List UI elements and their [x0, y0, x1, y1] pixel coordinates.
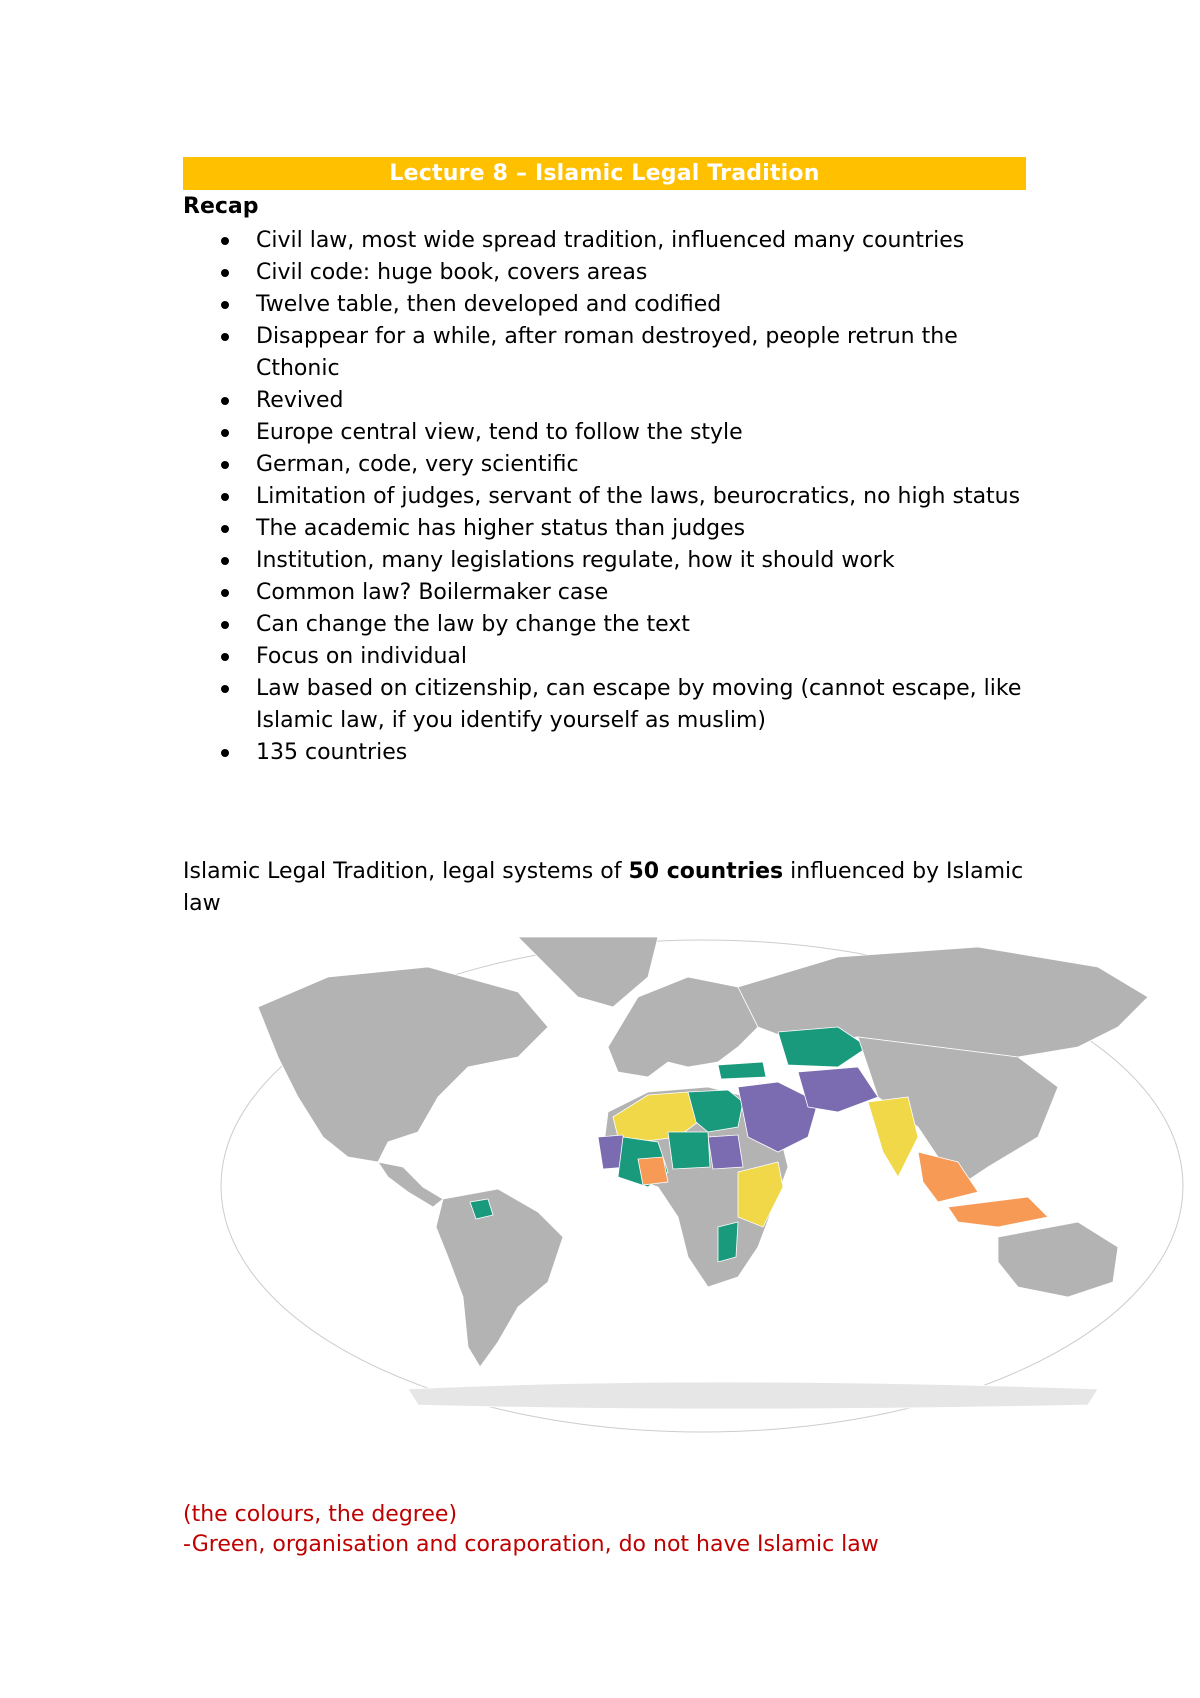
bullet-item: Revived [183, 385, 1043, 417]
document-title: Lecture 8 – Islamic Legal Tradition [389, 161, 820, 186]
chad-green-shape [668, 1132, 710, 1169]
intro-text-start: Islamic Legal Tradition, legal systems of [183, 859, 629, 884]
bullet-item: 135 countries [183, 737, 1043, 769]
note-colours: (the colours, the degree) [183, 1502, 458, 1527]
mozambique-green-shape [718, 1222, 738, 1262]
nigeria-orange-shape [638, 1157, 668, 1185]
bullet-item: Limitation of judges, servant of the laws, beurocratics, no high status [183, 481, 1043, 513]
bullet-item: Europe central view, tend to follow the style [183, 417, 1043, 449]
antarctica-shape [408, 1382, 1098, 1409]
bullet-item: Focus on individual [183, 641, 1043, 673]
bullet-item: The academic has higher status than judges [183, 513, 1043, 545]
recap-heading: Recap [183, 194, 259, 219]
intro-bold-count: 50 countries [628, 859, 784, 884]
bullet-item: Can change the law by change the text [183, 609, 1043, 641]
bullet-item: Law based on citizenship, can escape by moving (cannot escape, like Islamic law, if you identify yourself as muslim) [183, 673, 1043, 737]
bullet-item: Civil code: huge book, covers areas [183, 257, 1043, 289]
world-map-svg [218, 937, 1186, 1435]
bullet-item: Twelve table, then developed and codified [183, 289, 1043, 321]
bullet-item: Institution, many legislations regulate, how it should work [183, 545, 1043, 577]
bullet-item: Civil law, most wide spread tradition, influenced many countries [183, 225, 1043, 257]
bullet-item: German, code, very scientific [183, 449, 1043, 481]
bullet-item: Disappear for a while, after roman destroyed, people retrun the Cthonic [183, 321, 1043, 385]
note-green: -Green, organisation and coraporation, do not have Islamic law [183, 1532, 879, 1557]
title-bar [183, 157, 1026, 190]
intro-paragraph [183, 856, 1043, 920]
sudan-purple-shape [708, 1135, 743, 1169]
world-map [218, 937, 1186, 1435]
turkey-green-shape [718, 1062, 766, 1079]
recap-bullet-list [183, 225, 1043, 769]
bullet-item: Common law? Boilermaker case [183, 577, 1043, 609]
intro-text-end: influenced by Islamic law [183, 859, 1024, 916]
